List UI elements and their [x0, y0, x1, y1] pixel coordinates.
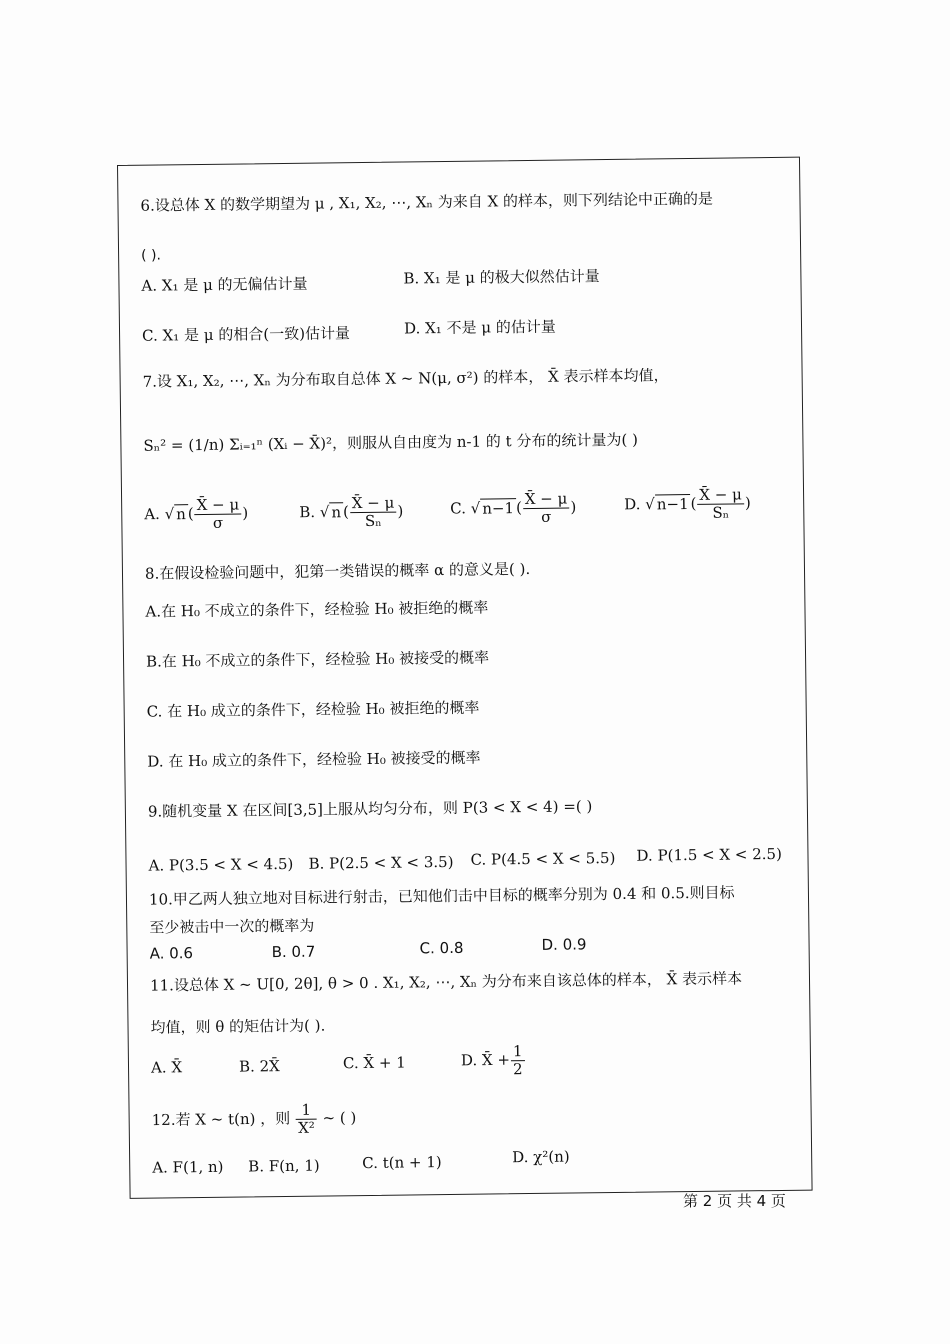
q11-d-den: 2 [513, 1060, 523, 1079]
q8-option-c: C. 在 H₀ 成立的条件下，经检验 H₀ 被拒绝的概率 [146, 698, 480, 721]
q7-option-c: C. √ n−1 ( $\frac{X̄ - \mu}{\sigma}$ ) [450, 489, 577, 526]
q11-d-prefix: D. X̄ + [460, 1050, 511, 1070]
q7-a-label: A. [144, 505, 160, 524]
q11-stem-line2: 均值，则 θ 的矩估计为( ). [150, 1016, 326, 1037]
q7-c-den: σ [541, 507, 552, 526]
q8-stem: 8.在假设检验问题中，犯第一类错误的概率 α 的意义是( ). [144, 559, 531, 583]
q12-option-c: C. t(n + 1) [362, 1153, 442, 1173]
q9-option-a: A. P(3.5 < X < 4.5) [148, 854, 294, 875]
q6-option-c: C. X₁ 是 μ 的相合(一致)估计量 [141, 324, 351, 345]
q6-option-b: B. X₁ 是 μ 的极大似然估计量 [403, 267, 600, 288]
q10-option-d: D. 0.9 [541, 935, 587, 954]
q10-stem-line2: 至少被击中一次的概率为 [149, 916, 315, 937]
q12-stem-prefix: 12.若 X ~ t(n) ，则 [151, 1109, 291, 1130]
q7-a-den: σ [212, 513, 224, 532]
q7-c-label: C. [450, 499, 467, 518]
q9-option-d: D. P(1.5 < X < 2.5) [636, 844, 783, 865]
q7-stem-line2 [143, 430, 638, 456]
q12-option-a: A. F(1, n) [152, 1157, 224, 1177]
q8-option-b: B.在 H₀ 不成立的条件下，经检验 H₀ 被接受的概率 [145, 648, 490, 671]
q9-stem: 9.随机变量 X 在区间[3,5]上服从均匀分布，则 P(3 < X < 4) =( ) [147, 797, 593, 821]
q7-option-b: B. √ n ( $\frac{X̄ - \mu}{\text{Sₙ}}$ ) [299, 493, 404, 530]
q7-d-label: D. [624, 495, 641, 514]
q7-d-num: X̄ − μ [697, 486, 744, 505]
page-number: 第 2 页 共 4 页 [683, 1192, 786, 1210]
q10-option-c: C. 0.8 [419, 938, 464, 958]
q12-option-b: B. F(n, 1) [248, 1156, 320, 1176]
q8-option-a: A.在 H₀ 不成立的条件下，经检验 H₀ 被拒绝的概率 [145, 598, 489, 621]
q7-a-num: X̄ − μ [195, 497, 242, 516]
q7-c-root: n−1 [480, 498, 516, 517]
q6-option-a: A. X₁ 是 μ 的无偏估计量 [141, 274, 308, 295]
q9-option-c: C. P(4.5 < X < 5.5) [470, 848, 616, 869]
exam-page-frame [117, 157, 813, 1199]
q7-c-num: X̄ − μ [523, 490, 570, 509]
q7-sample-variance-formula: Sₙ² = (1/n) Σᵢ₌₁ⁿ (Xᵢ − X̄)² [143, 434, 333, 455]
q10-option-a: A. 0.6 [149, 944, 194, 963]
q11-option-a: A. X̄ [150, 1058, 183, 1077]
q7-d-root: n−1 [655, 494, 691, 513]
q6-stem-line2: ( ). [141, 247, 162, 264]
q10-option-b: B. 0.7 [271, 942, 316, 962]
q7-option-d: D. √ n−1 ( $\frac{X̄ - \mu}{\text{Sₙ}}$ ) [624, 485, 751, 522]
q12-stem-suffix: ~ ( ) [322, 1108, 357, 1128]
q7-b-label: B. [299, 503, 316, 522]
q12-option-d: D. χ²(n) [512, 1147, 570, 1167]
q7-stem-text: ，则服从自由度为 n-1 的 t 分布的统计量为( ) [331, 430, 638, 453]
q11-option-c: C. X̄ + 1 [342, 1053, 406, 1073]
q7-b-root: n [329, 502, 343, 521]
q7-d-den: Sₙ [712, 503, 730, 522]
q11-stem-line1: 11.设总体 X ~ U[0, 2θ], θ > 0 . X₁, X₂, ⋯, Xₙ 为分布来自该总体的样本， X̄ 表示样本 [149, 969, 743, 995]
q7-option-a: A. √ n ( $\frac{X̄ - \mu}{\sigma}$ ) [144, 495, 249, 532]
q12-stem [151, 1101, 356, 1138]
q11-option-d [461, 1043, 526, 1079]
q7-b-den: Sₙ [364, 511, 382, 530]
q7-a-root: n [174, 504, 188, 523]
q6-stem-line1: 6.设总体 X 的数学期望为 μ , X₁, X₂, ⋯, Xₙ 为来自 X 的样本，则下列结论中正确的是 [140, 189, 714, 215]
q10-stem-line1: 10.甲乙两人独立地对目标进行射击，已知他们击中目标的概率分别为 0.4 和 0.5.则目标 [148, 883, 735, 909]
q11-d-num: 1 [511, 1043, 525, 1061]
q7-stem-line1: 7.设 X₁, X₂, ⋯, Xₙ 为分布取自总体 X ~ N(μ, σ²) 的样本， X̄ 表示样本均值， [142, 366, 669, 391]
q12-stem-num: 1 [296, 1102, 317, 1120]
q8-option-d: D. 在 H₀ 成立的条件下，经检验 H₀ 被接受的概率 [147, 748, 481, 771]
q11-option-b: B. 2X̄ [238, 1057, 280, 1076]
q7-b-num: X̄ − μ [350, 495, 397, 514]
q12-stem-den: X² [298, 1118, 315, 1137]
q6-option-d: D. X₁ 不是 μ 的估计量 [403, 317, 556, 338]
q9-option-b: B. P(2.5 < X < 3.5) [308, 852, 454, 873]
